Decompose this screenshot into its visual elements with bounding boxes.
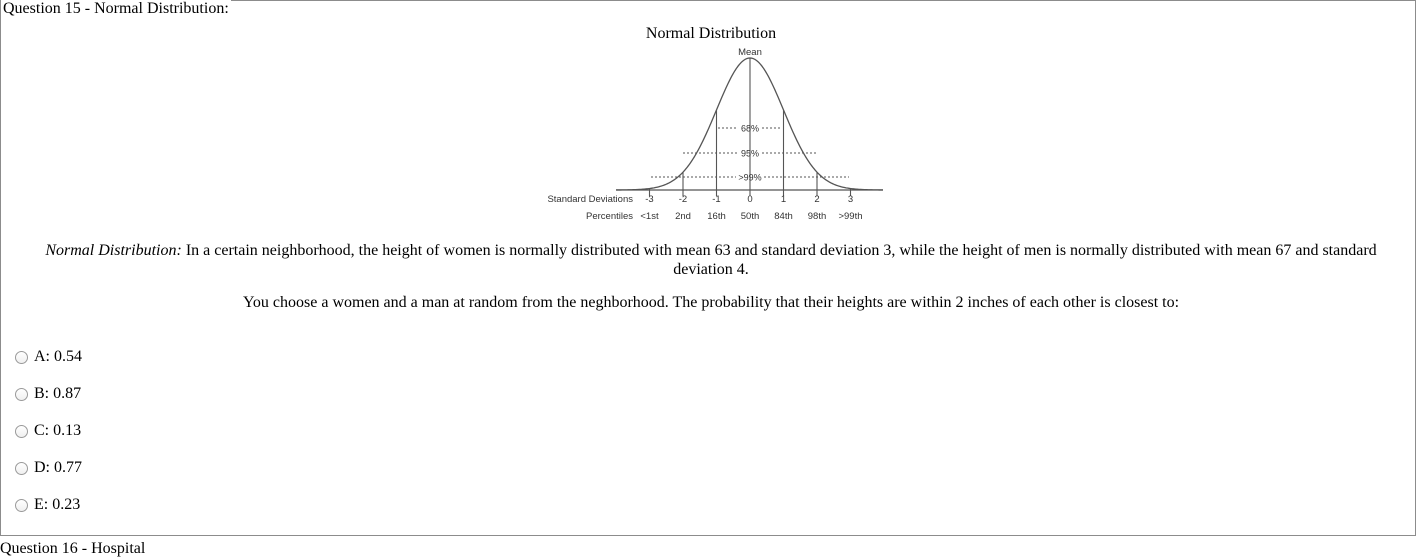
normal-distribution-figure: [531, 21, 891, 231]
question-prompt: [31, 241, 1391, 279]
sd-tick-label: 3: [847, 194, 854, 205]
sd-row-label: Standard Deviations: [547, 194, 633, 205]
percentile-tick-label: <1st: [640, 211, 659, 222]
percentile-tick-label: 84th: [774, 211, 793, 222]
radio-button[interactable]: [15, 351, 28, 364]
choice-c[interactable]: [15, 421, 82, 441]
sd-tick-label: 2: [814, 194, 820, 205]
next-question-legend: Question 16 - Hospital: [0, 540, 146, 557]
choice-label: E: 0.23: [34, 496, 81, 513]
prompt-label: Normal Distribution:: [45, 242, 182, 259]
radio-button[interactable]: [15, 462, 28, 475]
sd-tick-label: -3: [645, 194, 654, 205]
question-text: You choose a women and a man at random from the neghborhood. The probability that their heights are within 2 inches of each other is closest to:: [242, 294, 1180, 311]
percentile-tick-label: 16th: [707, 211, 726, 222]
sd-tick-label: 1: [780, 194, 787, 205]
radio-button[interactable]: [15, 499, 28, 512]
choice-label: D: 0.77: [34, 459, 82, 476]
bell-curve-diagram: [531, 21, 891, 231]
band-95-label: 95%: [740, 148, 760, 159]
percentile-tick-label: 50th: [740, 211, 760, 222]
percentile-tick-label: 98th: [807, 211, 827, 222]
figure-title: Normal Distribution: [645, 25, 777, 42]
percentile-tick-label: 2nd: [675, 211, 691, 222]
sd-tick-label: 0: [747, 194, 753, 205]
choice-label: A: 0.54: [34, 348, 82, 365]
choice-label: C: 0.13: [34, 422, 82, 439]
band-68-label: 68%: [740, 123, 760, 134]
question-legend: Question 15 - Normal Distribution:: [3, 0, 229, 17]
sd-tick-label: -2: [678, 194, 688, 205]
choice-a[interactable]: [15, 347, 82, 367]
choice-b[interactable]: [15, 384, 82, 404]
sd-tick-label: -1: [712, 194, 721, 205]
sd-tick-labels: [645, 194, 853, 205]
choice-e[interactable]: [15, 495, 82, 515]
radio-button[interactable]: [15, 388, 28, 401]
mean-label: Mean: [738, 47, 762, 58]
percentile-tick-label: >99th: [838, 211, 863, 222]
percentile-row-label: Percentiles: [586, 211, 633, 222]
choice-label: B: 0.87: [34, 385, 82, 402]
band-99-label: >99%: [738, 172, 762, 183]
radio-button[interactable]: [15, 425, 28, 438]
answer-choices: [15, 347, 82, 532]
percentile-tick-labels: [640, 211, 862, 222]
prompt-text: In a certain neighborhood, the height of women is normally distributed with mean 63 and standard deviation 3, while the height of men is normally distributed with mean 67 and standard deviation 4.: [181, 242, 1377, 278]
choice-d[interactable]: [15, 458, 82, 478]
